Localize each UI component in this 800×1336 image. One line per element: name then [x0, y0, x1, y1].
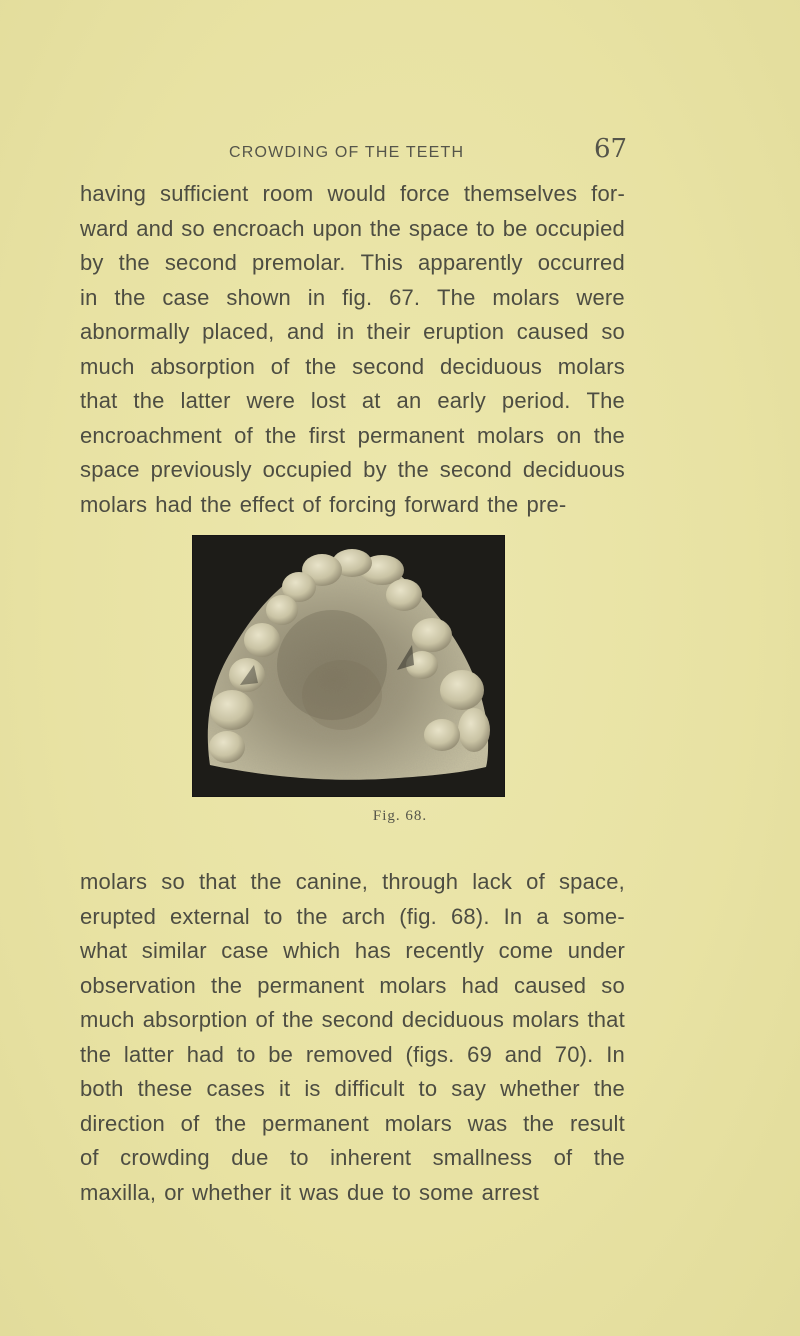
- word: the: [369, 215, 402, 241]
- word: was: [467, 1110, 508, 1136]
- paragraph-1: [80, 177, 625, 522]
- word: due: [346, 1179, 385, 1205]
- text-line: [80, 350, 625, 385]
- word: to: [236, 1041, 256, 1067]
- figure-caption: Fig. 68.: [372, 808, 428, 824]
- word: period.: [501, 388, 571, 413]
- text-line: [80, 315, 625, 350]
- word: the: [265, 422, 297, 448]
- word: of: [80, 1145, 99, 1170]
- word: sufficient: [160, 181, 249, 206]
- word: the: [397, 457, 429, 482]
- word: arch: [341, 903, 386, 929]
- word: the: [118, 250, 150, 275]
- word: direction: [80, 1110, 165, 1136]
- word: say: [451, 1076, 487, 1101]
- word: case: [162, 284, 210, 310]
- word: themselves: [463, 181, 578, 206]
- word: molars: [80, 491, 148, 517]
- word: the: [250, 869, 282, 894]
- word: This: [360, 250, 403, 275]
- word: permanent: [262, 1110, 369, 1136]
- word: the: [523, 1110, 555, 1136]
- word: encroachment: [80, 422, 222, 448]
- word: which: [283, 938, 341, 963]
- word: early: [437, 388, 486, 413]
- text-line: [80, 934, 625, 969]
- word: of: [234, 422, 253, 448]
- word: had: [186, 1041, 225, 1067]
- word: be: [268, 1041, 294, 1067]
- word: to: [289, 1145, 309, 1170]
- word: so: [181, 215, 205, 241]
- word: the: [215, 1110, 247, 1136]
- paragraph-2: [80, 865, 625, 1210]
- word: both: [80, 1076, 124, 1101]
- word: in: [80, 284, 98, 310]
- word: was: [299, 1179, 339, 1205]
- word: abnormally: [80, 319, 190, 344]
- word: the: [593, 1145, 625, 1170]
- word: canine,: [295, 869, 369, 894]
- text-line: [80, 281, 625, 316]
- word: occurred: [537, 250, 625, 275]
- text-line: [80, 1107, 625, 1142]
- word: 69: [467, 1041, 493, 1067]
- text-line: [80, 488, 625, 523]
- word: absorption: [142, 1007, 248, 1032]
- word: eruption: [423, 319, 505, 344]
- word: crowding: [120, 1145, 210, 1170]
- word: effect: [239, 491, 295, 517]
- word: similar: [141, 938, 207, 963]
- word: through: [382, 869, 459, 894]
- word: inherent: [330, 1145, 412, 1170]
- word: were: [246, 388, 296, 413]
- word: external: [169, 903, 250, 929]
- word: these: [137, 1076, 193, 1101]
- word: to: [392, 1179, 412, 1205]
- word: molars: [379, 972, 447, 998]
- text-line: [80, 1003, 625, 1038]
- word: so: [601, 319, 625, 344]
- text-line: [80, 453, 625, 488]
- word: the: [80, 1041, 112, 1067]
- word: forward: [404, 491, 480, 517]
- word: premolar.: [252, 250, 346, 275]
- word: of: [180, 1110, 200, 1136]
- word: that: [80, 388, 118, 413]
- word: of: [270, 353, 290, 379]
- word: deciduous: [439, 353, 543, 379]
- word: smallness: [432, 1145, 533, 1170]
- word: by: [80, 250, 104, 275]
- word: molars: [384, 1110, 452, 1136]
- word: to: [263, 903, 283, 929]
- text-line: [80, 177, 625, 212]
- word: In: [606, 1041, 625, 1067]
- word: second: [439, 457, 512, 482]
- word: come: [498, 938, 554, 963]
- word: be: [502, 215, 528, 241]
- word: second: [164, 250, 238, 275]
- word: it: [279, 1179, 292, 1205]
- word: under: [567, 938, 625, 963]
- word: occupied: [535, 215, 625, 241]
- word: room: [262, 181, 314, 206]
- word: that: [587, 1007, 625, 1032]
- word: space: [80, 457, 140, 482]
- word: caused: [514, 972, 587, 998]
- text-line: [80, 212, 625, 247]
- word: so: [601, 972, 625, 998]
- word: In: [503, 903, 523, 929]
- word: so: [161, 869, 185, 894]
- word: (figs.: [405, 1041, 455, 1067]
- word: the: [282, 1007, 314, 1032]
- word: whether: [192, 1179, 272, 1205]
- text-line: [80, 969, 625, 1004]
- page-number: 67: [594, 134, 628, 164]
- word: some: [419, 1179, 474, 1205]
- word: for-: [591, 181, 625, 206]
- text-line: [80, 384, 625, 419]
- word: space,: [558, 869, 625, 894]
- word: due: [231, 1145, 269, 1170]
- word: a: [536, 903, 549, 929]
- word: would: [327, 181, 386, 206]
- word: the: [487, 491, 519, 517]
- text-line: [80, 865, 625, 900]
- word: upon: [312, 215, 363, 241]
- word: and: [136, 215, 174, 241]
- word: by: [363, 457, 387, 482]
- word: molars: [476, 422, 545, 448]
- word: to: [476, 215, 495, 241]
- word: observation: [80, 972, 196, 998]
- word: difficult: [334, 1076, 405, 1101]
- word: were: [576, 284, 625, 310]
- word: absorption: [150, 353, 256, 379]
- word: it: [278, 1076, 291, 1101]
- word: in: [307, 284, 326, 310]
- word: whether: [500, 1076, 580, 1101]
- word: lack: [472, 869, 513, 894]
- word: previously: [150, 457, 252, 482]
- text-line: [80, 1141, 625, 1176]
- word: first: [308, 422, 346, 448]
- word: force: [399, 181, 450, 206]
- word: caused: [516, 319, 589, 344]
- word: shown: [226, 284, 291, 310]
- word: The: [586, 388, 625, 413]
- word: the: [114, 284, 146, 310]
- word: had: [155, 491, 193, 517]
- word: 70).: [554, 1041, 594, 1067]
- word: placed,: [202, 319, 275, 344]
- word: had: [461, 972, 499, 998]
- word: in: [336, 319, 355, 344]
- word: of: [255, 1007, 275, 1032]
- word: the: [211, 972, 243, 998]
- word: deciduous: [522, 457, 625, 482]
- word: second: [352, 353, 425, 379]
- word: on: [556, 422, 582, 448]
- word: recently: [405, 938, 485, 963]
- text-line: [80, 419, 625, 454]
- word: molars: [512, 1007, 580, 1032]
- word: maxilla,: [80, 1179, 157, 1205]
- word: fig.: [342, 284, 373, 310]
- text-line: [80, 246, 625, 281]
- word: much: [80, 353, 135, 379]
- word: and: [286, 319, 325, 344]
- word: of: [526, 869, 545, 894]
- word: having: [80, 181, 147, 206]
- word: 68).: [450, 903, 490, 929]
- word: that: [198, 869, 237, 894]
- word: the: [593, 422, 625, 448]
- word: erupted: [80, 903, 157, 929]
- word: arrest: [481, 1179, 540, 1205]
- word: and: [504, 1041, 543, 1067]
- word: has: [354, 938, 391, 963]
- word: pre-: [526, 491, 567, 517]
- word: removed: [305, 1041, 393, 1067]
- word: molars: [557, 353, 625, 379]
- word: apparently: [417, 250, 523, 275]
- word: much: [80, 1007, 135, 1032]
- text-line: [80, 1038, 625, 1073]
- word: permanent: [357, 422, 465, 448]
- word: cases: [206, 1076, 265, 1101]
- word: the: [296, 903, 328, 929]
- word: 67.: [389, 284, 421, 310]
- word: the: [305, 353, 337, 379]
- word: encroach: [212, 215, 305, 241]
- word: an: [396, 388, 422, 413]
- word: molars: [492, 284, 560, 310]
- word: forcing: [329, 491, 397, 517]
- word: permanent: [257, 972, 365, 998]
- word: the: [200, 491, 232, 517]
- text-line: [80, 1072, 625, 1107]
- word: deciduous: [401, 1007, 505, 1032]
- word: latter: [180, 388, 231, 413]
- word: ward: [80, 215, 129, 241]
- word: to: [418, 1076, 438, 1101]
- word: or: [164, 1179, 185, 1205]
- text-line: [80, 900, 625, 935]
- word: the: [593, 1076, 625, 1101]
- word: latter: [123, 1041, 175, 1067]
- word: molars: [80, 869, 148, 894]
- word: the: [133, 388, 165, 413]
- word: second: [321, 1007, 394, 1032]
- word: what: [80, 938, 128, 963]
- word: case: [221, 938, 269, 963]
- word: (fig.: [399, 903, 437, 929]
- running-title: CROWDING OF THE TEETH: [229, 144, 465, 161]
- text-line: [80, 1176, 625, 1211]
- word: at: [361, 388, 381, 413]
- word: lost: [310, 388, 346, 413]
- word: The: [437, 284, 476, 310]
- word: occupied: [262, 457, 353, 482]
- word: of: [302, 491, 322, 517]
- running-head: [0, 134, 800, 174]
- word: their: [366, 319, 411, 344]
- word: result: [569, 1110, 625, 1136]
- word: space: [408, 215, 469, 241]
- figure-68-dental-cast-photo: [192, 535, 505, 797]
- word: is: [304, 1076, 321, 1101]
- word: some-: [562, 903, 625, 929]
- word: of: [553, 1145, 573, 1170]
